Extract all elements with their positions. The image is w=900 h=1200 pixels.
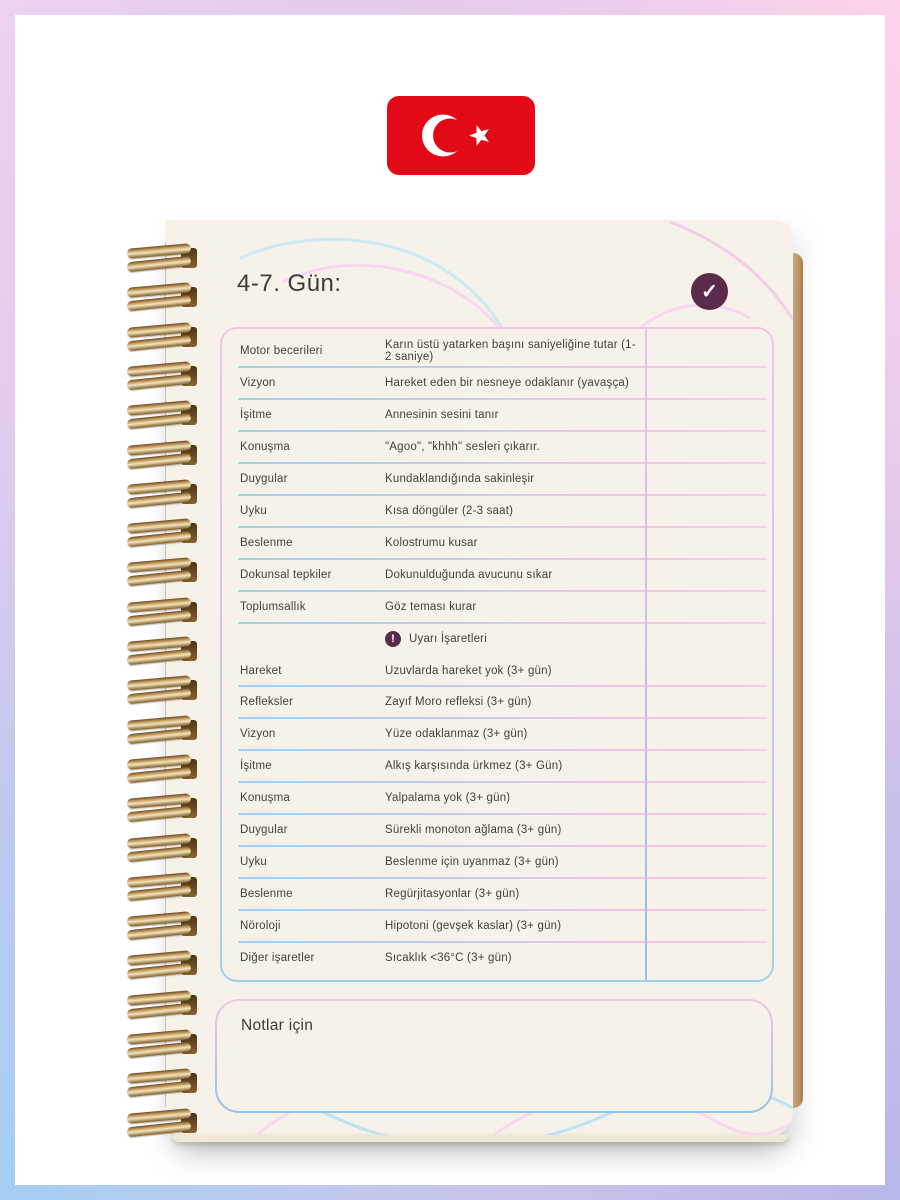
row-description: Regürjitasyonlar (3+ gün): [385, 888, 520, 901]
table-row: [222, 878, 772, 910]
row-check-cell: [645, 750, 772, 782]
row-check-cell: [645, 527, 772, 559]
table-row: [222, 623, 772, 655]
table-row: [222, 463, 772, 495]
table-row: [222, 846, 772, 878]
table-row: [222, 910, 772, 942]
warning-header-label: Uyarı İşaretleri: [409, 632, 487, 645]
page-title: 4-7. Gün:: [237, 270, 342, 297]
warning-icon: !: [385, 631, 401, 647]
row-check-cell: [645, 399, 772, 431]
table-row: [222, 335, 772, 367]
table-rows: [222, 335, 772, 974]
crescent-star-icon: [387, 96, 535, 175]
row-category: Uyku: [240, 504, 268, 517]
row-category: Diğer işaretler: [240, 952, 315, 965]
row-check-cell: [645, 623, 772, 655]
checkbox-column-divider: [645, 329, 647, 980]
turkey-flag-icon: [387, 96, 535, 175]
row-category: Beslenme: [240, 888, 293, 901]
table-row: [222, 655, 772, 687]
row-description: Kolostrumu kusar: [385, 536, 478, 549]
row-description: Zayıf Moro refleksi (3+ gün): [385, 696, 532, 709]
row-check-cell: [645, 591, 772, 623]
row-description: Kundaklandığında sakinleşir: [385, 472, 535, 485]
check-circle-icon: [691, 273, 728, 310]
row-category: Konuşma: [240, 792, 290, 805]
row-description: Göz teması kurar: [385, 600, 477, 613]
milestone-table-border: [220, 327, 774, 982]
row-check-cell: [645, 463, 772, 495]
row-description: Yüze odaklanmaz (3+ gün): [385, 728, 528, 741]
table-row: [222, 367, 772, 399]
table-row: [222, 591, 772, 623]
table-row: [222, 431, 772, 463]
row-category: Duygular: [240, 824, 288, 837]
table-row: [222, 814, 772, 846]
row-description: Yalpalama yok (3+ gün): [385, 792, 511, 805]
row-category: Refleksler: [240, 696, 294, 709]
row-category: Dokunsal tepkiler: [240, 568, 332, 581]
page-spine-shadow: [165, 242, 166, 1107]
row-category: Hareket: [240, 664, 282, 677]
row-check-cell: [645, 878, 772, 910]
row-category: İşitme: [240, 408, 272, 421]
table-row: [222, 559, 772, 591]
row-category: İşitme: [240, 760, 272, 773]
row-description: Alkış karşısında ürkmez (3+ Gün): [385, 760, 563, 773]
row-category: Motor becerileri: [240, 344, 323, 357]
row-check-cell: [645, 495, 772, 527]
row-check-cell: [645, 431, 772, 463]
row-check-cell: [645, 718, 772, 750]
row-description: Uzuvlarda hareket yok (3+ gün): [385, 664, 552, 677]
row-description: Karın üstü yatarken başını saniyeliğine tutar (1-2 saniye): [385, 338, 636, 363]
row-description: Dokunulduğunda avucunu sıkar: [385, 568, 553, 581]
notes-label: Notlar için: [241, 1017, 314, 1034]
row-check-cell: [645, 814, 772, 846]
row-description: Sıcaklık <36°C (3+ gün): [385, 952, 512, 965]
row-description: Hareket eden bir nesneye odaklanır (yavaşça): [385, 376, 630, 389]
table-row: [222, 399, 772, 431]
row-category: Vizyon: [240, 376, 276, 389]
table-row: [222, 782, 772, 814]
row-description: Kısa döngüler (2-3 saat): [385, 504, 514, 517]
row-check-cell: [645, 559, 772, 591]
table-row: [222, 495, 772, 527]
row-category: Uyku: [240, 856, 268, 869]
checkmark-glyph: ✓: [701, 280, 718, 303]
row-description: "Agoo", "khhh" sesleri çıkarır.: [385, 440, 540, 453]
row-check-cell: [645, 846, 772, 878]
table-row: [222, 686, 772, 718]
row-description: Beslenme için uyanmaz (3+ gün): [385, 856, 559, 869]
row-category: Nöroloji: [240, 920, 281, 933]
row-check-cell: [645, 686, 772, 718]
row-check-cell: [645, 782, 772, 814]
table-row: [222, 527, 772, 559]
notes-box-border: [215, 999, 773, 1113]
row-check-cell: [645, 910, 772, 942]
row-category: Beslenme: [240, 536, 293, 549]
milestone-table: [222, 329, 772, 980]
row-description: Sürekli monoton ağlama (3+ gün): [385, 824, 562, 837]
table-row: [222, 942, 772, 974]
row-category: Duygular: [240, 472, 288, 485]
row-category: Konuşma: [240, 440, 290, 453]
notes-box: [217, 1001, 771, 1111]
warning-section-header: [385, 631, 645, 647]
row-check-cell: [645, 655, 772, 687]
table-row: [222, 750, 772, 782]
row-check-cell: [645, 335, 772, 367]
notebook-page: [165, 220, 793, 1135]
row-description: Annesinin sesini tanır: [385, 408, 499, 421]
row-check-cell: [645, 367, 772, 399]
photo-canvas: [15, 15, 885, 1185]
table-row: [222, 718, 772, 750]
row-check-cell: [645, 942, 772, 974]
row-category: Toplumsallık: [240, 600, 306, 613]
row-description: Hipotoni (gevşek kaslar) (3+ gün): [385, 920, 562, 933]
row-category: Vizyon: [240, 728, 276, 741]
